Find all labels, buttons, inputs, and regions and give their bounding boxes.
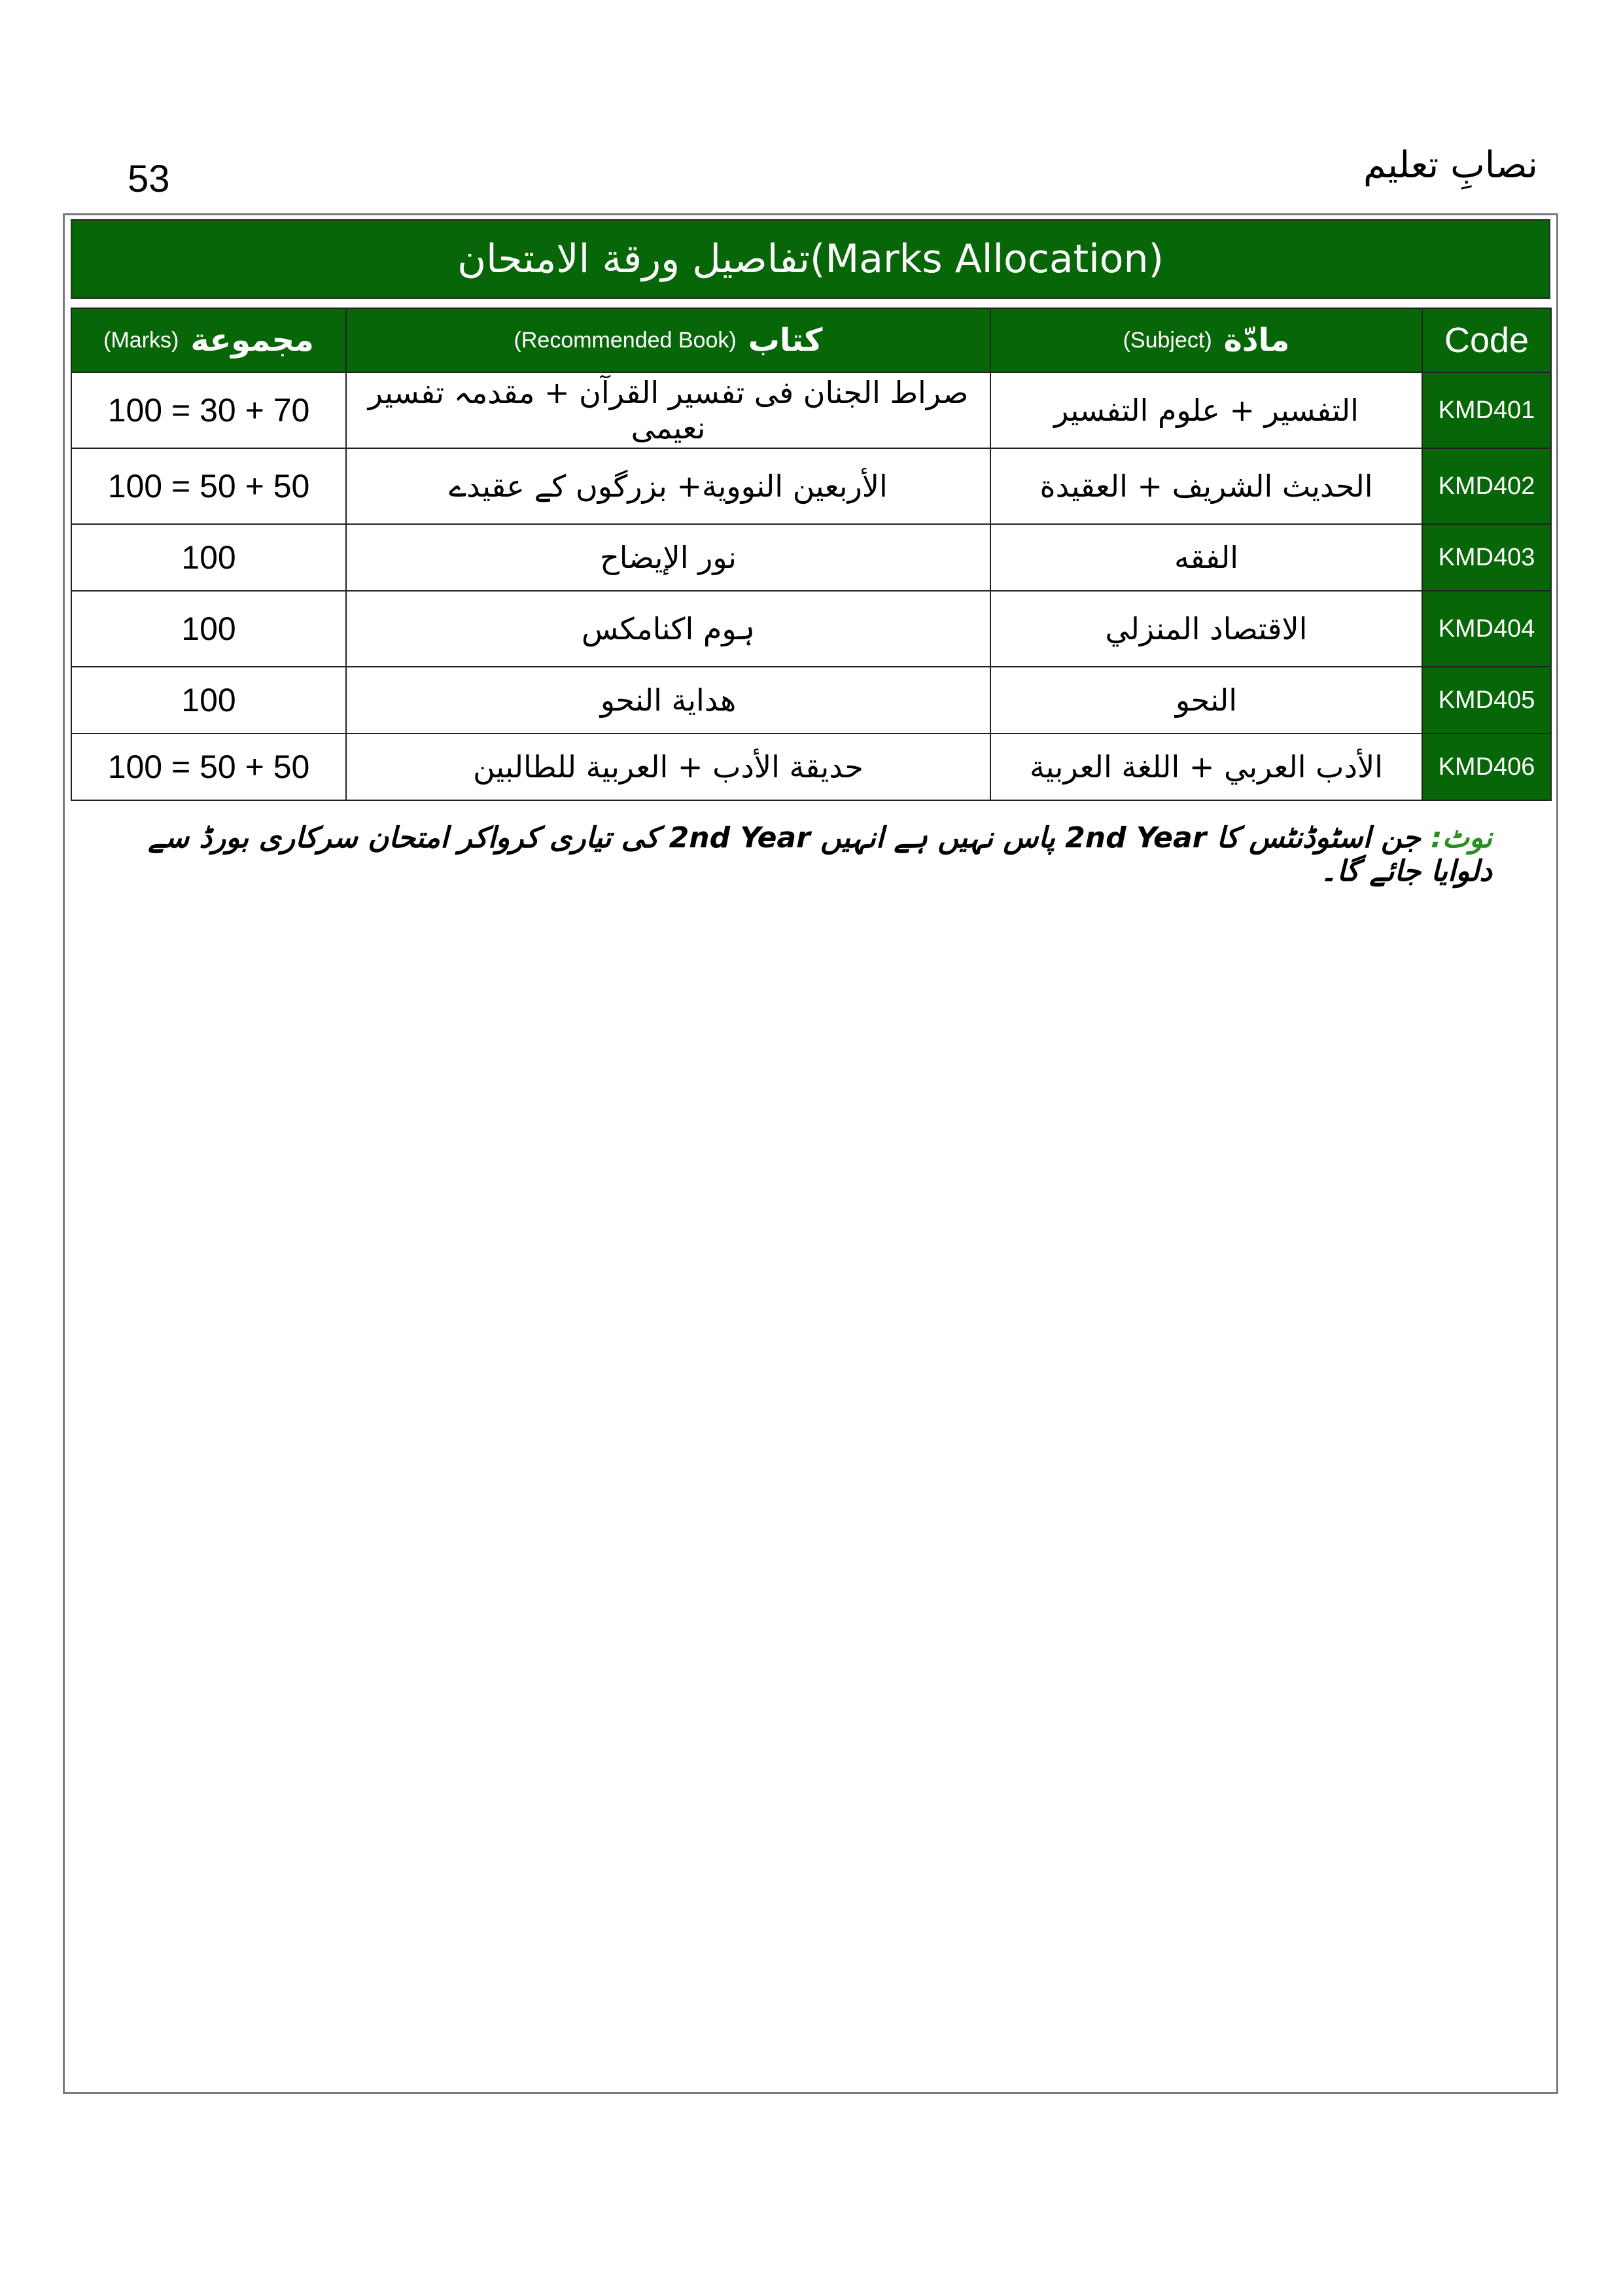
book-header-ar: كتاب [748,322,823,359]
subject-header-en: (Subject) [1123,327,1212,353]
book-header-en: (Recommended Book) [514,327,737,353]
title-arabic: تفاصيل ورقة الامتحان [457,236,811,282]
table-header-row [71,308,1551,372]
subject-cell: الحديث الشريف + العقيدة [990,448,1422,524]
subject-header-ar: مادّة [1223,322,1290,359]
table-title-bar [71,219,1550,299]
subject-cell: الاقتصاد المنزلي [990,591,1422,667]
marks-header-en: (Marks) [103,327,179,353]
book-cell: هداية النحو [346,667,990,733]
footnote [86,821,1492,888]
code-cell: KMD402 [1422,448,1551,524]
table-row [71,448,1551,524]
table-row [71,524,1551,591]
title-english: (Marks Allocation) [810,236,1164,282]
marks-cell: 100 [71,591,346,667]
book-cell: صراط الجنان فی تفسیر القرآن + مقدمہ تفسیر نعیمی [346,372,990,448]
marks-header [71,308,346,372]
book-cell: نور الإيضاح [346,524,990,591]
subject-cell: الأدب العربي + اللغة العربية [990,733,1422,800]
book-cell: ہوم اکنامکس [346,591,990,667]
table-row [71,372,1551,448]
table-row [71,733,1551,800]
marks-cell: 100 = 50 + 50 [71,448,346,524]
subject-cell: التفسير + علوم التفسير [990,372,1422,448]
running-title: نصابِ تعلیم [1363,144,1538,186]
marks-header-ar: مجموعة [190,322,314,359]
page-number: 53 [128,158,170,200]
code-cell: KMD403 [1422,524,1551,591]
book-header [346,308,990,372]
subject-cell: النحو [990,667,1422,733]
note-text: جن اسٹوڈنٹس کا 2nd Year پاس نہیں ہے انہیں 2nd Year کی تیاری کرواکر امتحان سرکاری بورڈ سے دلوایا جائے گا۔ [148,821,1492,888]
code-cell: KMD401 [1422,372,1551,448]
marks-allocation-table [71,308,1552,801]
book-cell: الأربعين النووية+ بزرگوں کے عقیدے [346,448,990,524]
code-header-label: Code [1444,321,1529,360]
code-cell: KMD404 [1422,591,1551,667]
code-cell: KMD405 [1422,667,1551,733]
code-header [1422,308,1551,372]
subject-cell: الفقه [990,524,1422,591]
note-label: نوٹ: [1431,821,1492,855]
marks-cell: 100 = 30 + 70 [71,372,346,448]
marks-cell: 100 = 50 + 50 [71,733,346,800]
table-row [71,667,1551,733]
code-cell: KMD406 [1422,733,1551,800]
table-row [71,591,1551,667]
book-cell: حديقة الأدب + العربية للطالبين [346,733,990,800]
marks-cell: 100 [71,524,346,591]
marks-cell: 100 [71,667,346,733]
subject-header [990,308,1422,372]
